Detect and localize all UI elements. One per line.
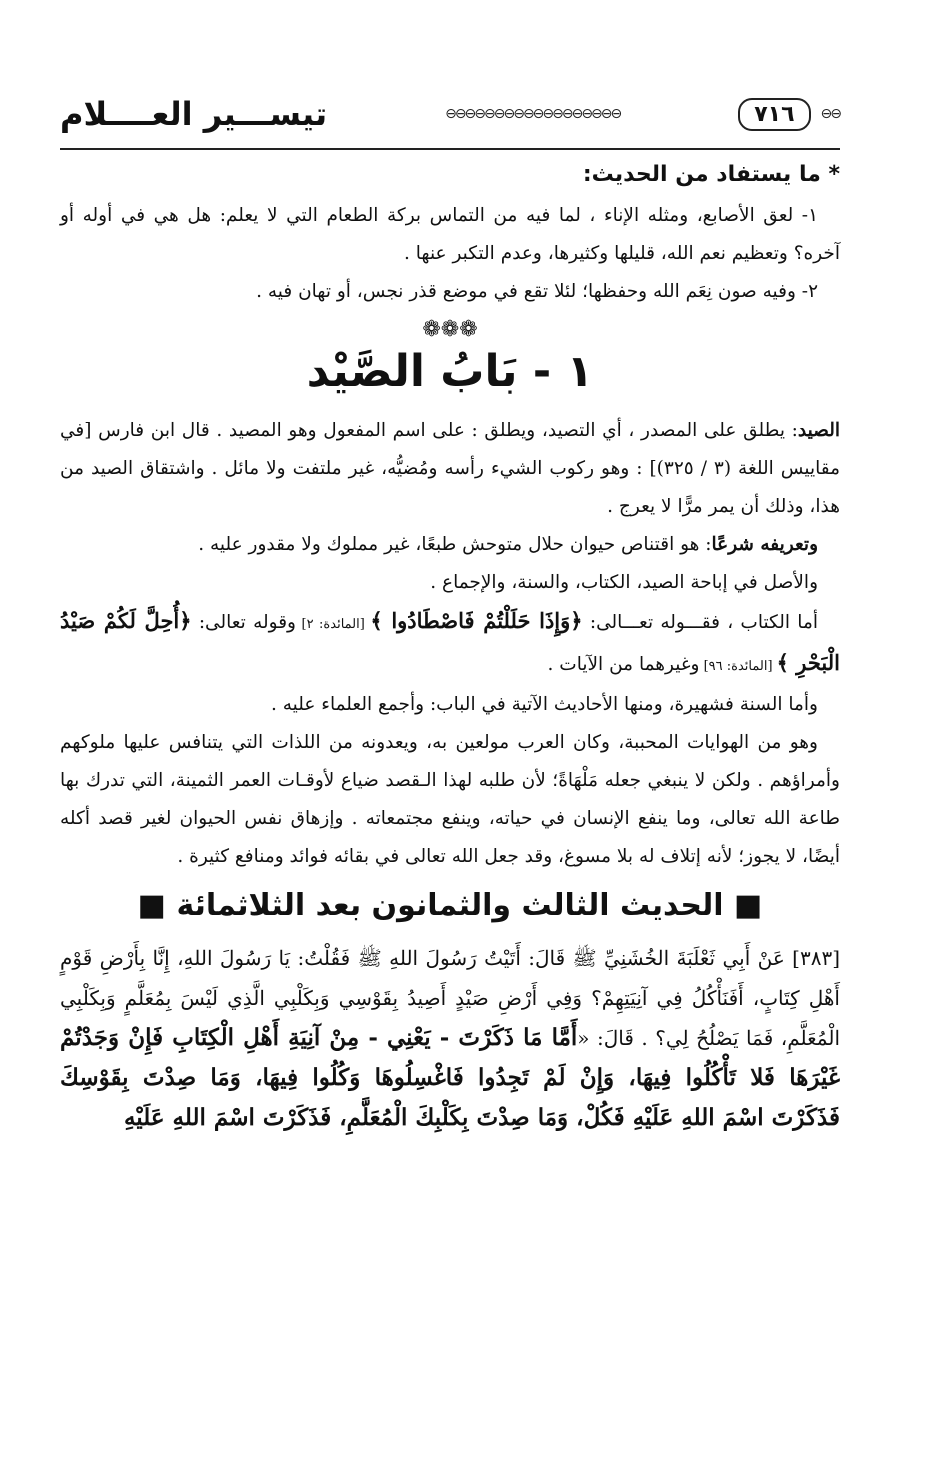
book-title: تيســـير العــــلام <box>60 95 328 133</box>
chain-ornament: ⊖⊖⊖⊖⊖⊖⊖⊖⊖⊖⊖⊖⊖⊖⊖⊖⊖⊖ <box>445 106 621 122</box>
quran-evidence-paragraph <box>60 602 840 686</box>
book-page <box>60 80 840 1138</box>
quran-evidence-end: وغيرهما من الآيات . <box>547 654 700 675</box>
page-header <box>60 80 840 150</box>
chain-ornament-small: ⊖⊖ <box>820 106 840 122</box>
benefit-item-1: ١- لعق الأصابع، ومثله الإناء ، لما فيه من التماس بركة الطعام التي لا يعلم: هل هي في أوله أو آخره؟ وتعظيم نعم الله، قليلها وكثيرها، وعدم التكبر عنها . <box>60 205 840 264</box>
quran-evidence-intro: أما الكتاب ، فقـــوله تعـــالى: <box>582 612 818 633</box>
definition-paragraph <box>60 412 840 526</box>
hadith-heading: ■ الحديث الثالث والثمانون بعد الثلاثمائة ■ <box>137 888 763 923</box>
flower-ornament: ❁❁❁ <box>422 317 478 342</box>
verse-reference-2: [المائدة: ٩٦] <box>699 659 777 674</box>
page-number: ٧١٦ <box>738 98 810 131</box>
benefit-item-2: ٢- وفيه صون نِعَم الله وحفظها؛ لئلا تقع في موضع قذر نجس، أو تهان فيه . <box>256 281 818 302</box>
sharia-definition-text: : هو اقتناص حيوان حلال متوحش طبعًا، غير مملوك ولا مقدور عليه . <box>198 534 712 555</box>
origin-paragraph: والأصل في إباحة الصيد، الكتاب، والسنة، والإجماع . <box>430 572 818 593</box>
term-sayd: الصيد <box>797 420 840 441</box>
hadith-intro: [٣٨٣] عَنْ أَبِي ثَعْلَبَةَ الخُشَنِيِّ ﷺ قَالَ: أَتَيْتُ رَسُولَ اللهِ ﷺ فَقُلْتُ: يَا رَسُولَ اللهِ، إِنَّا بِأَرْضِ قَوْمٍ أَهْلِ كِتَابٍ، أَفَنَأْكُلُ فِي آنِيَتِهِمْ؟ وَفِي أَرْضِ صَيْدٍ أَصِيدُ بِقَوْسِي وَبِكَلْبِي الَّذِي لَيْسَ بِمُعَلَّمٍ وَبِكَلْبِي الْمُعَلَّمِ، فَمَا يَصْلُحُ لِي؟ . قَالَ: « <box>60 946 841 1050</box>
term-sharia: وتعريفه شرعًا <box>711 534 818 555</box>
hobby-paragraph: وهو من الهوايات المحببة، وكان العرب مولعين به، ويعدونه من اللذات التي يتنافس عليها ملوكهم وأمراؤهم . ولكن لا ينبغي جعله مَلْهَاةً؛ لأن طلبه لهذا الـقصد ضياع لأوقـات العمر الثمينة، التي تدرك بها طاعة الله تعالى، وما ينفع الإنسان في حياته، وينفع مجتمعاته . وإزهاق نفس الحيوان لغير قصد أكله أيضًا، لا يجوز؛ لأنه إتلاف له بلا مسوغ، وقد جعل الله تعالى في بقائه فوائد ومنافع كثيرة . <box>60 732 840 867</box>
sharia-definition-paragraph <box>60 526 840 564</box>
chapter-title: ١ - بَابُ الصَّيْد <box>306 346 594 397</box>
hadith-text <box>60 938 840 1138</box>
sunnah-paragraph: وأما السنة فشهيرة، ومنها الأحاديث الآتية في الباب: وأجمع العلماء عليه . <box>270 694 818 715</box>
header-right <box>738 98 840 131</box>
quran-verse-1: ﴿وَإِذَا حَلَلْتُمْ فَاصْطَادُوا ﴾ <box>370 608 583 633</box>
definition-text: : يطلق على المصدر ، أي التصيد، ويطلق : على اسم المفعول وهو المصيد . قال ابن فارس [في مقاييس اللغة (٣ / ٣٢٥)] : وهو ركوب الشيء رأسه ومُضيُّه، غير ملتفت ولا مائل . واشتقاق الصيد من هذا، وذلك أن يمر مرًّا لا يعرج . <box>60 420 841 517</box>
quran-verse-2: ﴿أُحِلَّ لَكُمْ صَيْدُ الْبَحْرِ ﴾ <box>60 608 840 675</box>
quran-evidence-middle: وقوله تعالى: <box>191 612 296 633</box>
verse-reference-1: [المائدة: ٢] <box>295 617 371 632</box>
hadith-answer: أَمَّا مَا ذَكَرْتَ - يَعْنِي - مِنْ آنِيَةِ أَهْلِ الْكِتَابِ فَإِنْ وَجَدْتُمْ غَيْرَهَا فَلا تَأْكُلُوا فِيهَا، وَإِنْ لَمْ تَجِدُوا فَاغْسِلُوهَا وَكُلُوا فِيهَا، وَمَا صِدْتَ بِقَوْسِكَ فَذَكَرْتَ اسْمَ اللهِ عَلَيْهِ فَكُلْ، وَمَا صِدْتَ بِكَلْبِكَ الْمُعَلَّمِ، فَذَكَرْتَ اسْمَ اللهِ عَلَيْهِ <box>60 1024 840 1131</box>
benefits-heading: * ما يستفاد من الحديث: <box>582 162 840 187</box>
